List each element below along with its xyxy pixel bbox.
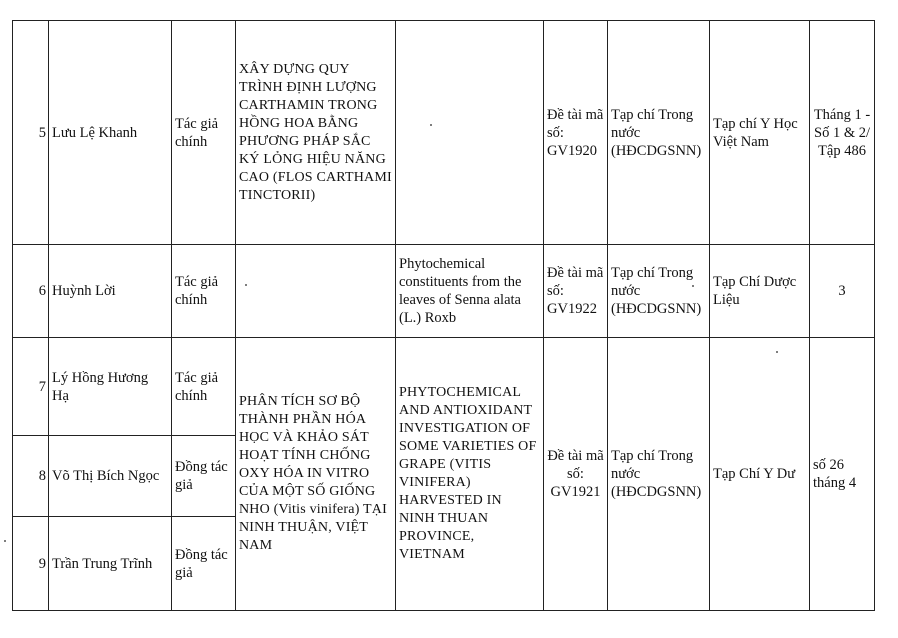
publication-table xyxy=(12,20,875,611)
article-title-en: Phytochemical constituents from the leaves of Senna alata (L.) Roxb xyxy=(396,245,544,338)
article-title-vn xyxy=(236,245,396,338)
journal-type: Tạp chí Trong nước (HĐCDGSNN) xyxy=(608,245,710,338)
scan-speck xyxy=(245,284,247,286)
article-title-en xyxy=(396,21,544,245)
author-name: Trần Trung Trĩnh xyxy=(49,517,172,611)
author-name: Lưu Lệ Khanh xyxy=(49,21,172,245)
journal-issue: Tháng 1 - Số 1 & 2/ Tập 486 xyxy=(810,21,875,245)
author-role: Tác giả chính xyxy=(172,21,236,245)
author-role: Đồng tác giả xyxy=(172,436,236,517)
row-number: 8 xyxy=(13,436,49,517)
project-code: Đề tài mã số: GV1920 xyxy=(544,21,608,245)
journal-name: Tạp Chí Dược Liệu xyxy=(710,245,810,338)
article-title-vn: XÂY DỰNG QUY TRÌNH ĐỊNH LƯỢNG CARTHAMIN TRONG HỒNG HOA BẰNG PHƯƠNG PHÁP SẮC KÝ LỎNG HIỆU NĂNG CAO (FLOS CARTHAMI TINCTORII) xyxy=(236,21,396,245)
row-number: 9 xyxy=(13,517,49,611)
table-row xyxy=(13,338,875,436)
author-name: Võ Thị Bích Ngọc xyxy=(49,436,172,517)
author-name: Huỳnh Lời xyxy=(49,245,172,338)
journal-type: Tạp chí Trong nước (HĐCDGSNN) xyxy=(608,338,710,611)
scan-speck xyxy=(692,285,694,287)
article-title-en: PHYTOCHEMICAL AND ANTIOXIDANT INVESTIGATION OF SOME VARIETIES OF GRAPE (VITIS VINIFERA) HARVESTED IN NINH THUAN PROVINCE, VIETNAM xyxy=(396,338,544,611)
project-code: Đề tài mã số: GV1921 xyxy=(544,338,608,611)
journal-name: Tạp Chí Y Dư xyxy=(710,338,810,611)
author-role: Tác giả chính xyxy=(172,338,236,436)
author-name: Lý Hồng Hương Hạ xyxy=(49,338,172,436)
journal-name: Tạp chí Y Học Việt Nam xyxy=(710,21,810,245)
row-number: 6 xyxy=(13,245,49,338)
author-role: Tác giả chính xyxy=(172,245,236,338)
table-row xyxy=(13,245,875,338)
table-row xyxy=(13,21,875,245)
scan-speck xyxy=(776,351,778,353)
author-role: Đồng tác giả xyxy=(172,517,236,611)
journal-type: Tạp chí Trong nước (HĐCDGSNN) xyxy=(608,21,710,245)
journal-issue: số 26 tháng 4 xyxy=(810,338,875,611)
journal-issue: 3 xyxy=(810,245,875,338)
article-title-vn: PHÂN TÍCH SƠ BỘ THÀNH PHẦN HÓA HỌC VÀ KHẢO SÁT HOẠT TÍNH CHỐNG OXY HÓA IN VITRO CỦA MỘT SỐ GIỐNG NHO (Vitis vinifera) TẠI NINH THUẬN, VIỆT NAM xyxy=(236,338,396,611)
scan-speck xyxy=(430,124,432,126)
row-number: 7 xyxy=(13,338,49,436)
scan-speck xyxy=(4,540,6,542)
project-code: Đề tài mã số: GV1922 xyxy=(544,245,608,338)
row-number: 5 xyxy=(13,21,49,245)
